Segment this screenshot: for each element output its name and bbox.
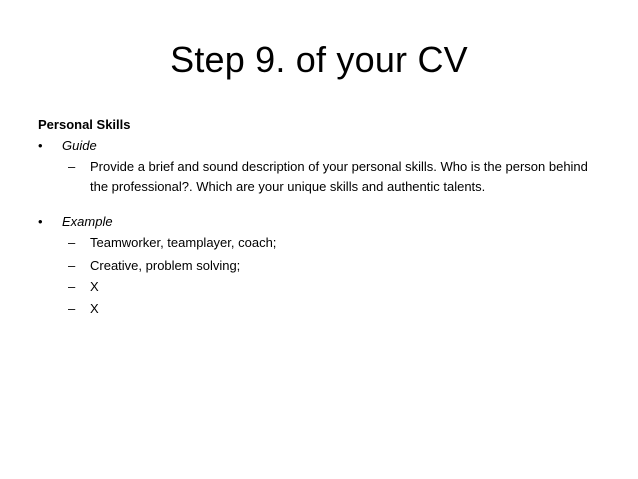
example-item-text: X: [90, 279, 99, 294]
dash-marker: –: [68, 235, 76, 250]
guide-item-text: Provide a brief and sound description of your personal skills. Who is the person behind the professional?. Which are your unique skills and authentic talents.: [90, 159, 588, 194]
bullet-label-example: Example: [62, 214, 113, 229]
section-heading: Personal Skills: [38, 117, 131, 132]
dash-marker: –: [68, 301, 76, 316]
dash-marker: –: [68, 258, 76, 273]
bullet-marker: •: [38, 138, 43, 153]
dash-marker: –: [68, 159, 76, 174]
dash-marker: –: [68, 279, 76, 294]
bullet-label-guide: Guide: [62, 138, 97, 153]
example-item-text: Teamworker, teamplayer, coach;: [90, 235, 277, 250]
example-item-text: X: [90, 301, 99, 316]
example-item-text: Creative, problem solving;: [90, 258, 241, 273]
bullet-marker: •: [38, 214, 43, 229]
slide-title: Step 9. of your CV: [170, 39, 468, 80]
